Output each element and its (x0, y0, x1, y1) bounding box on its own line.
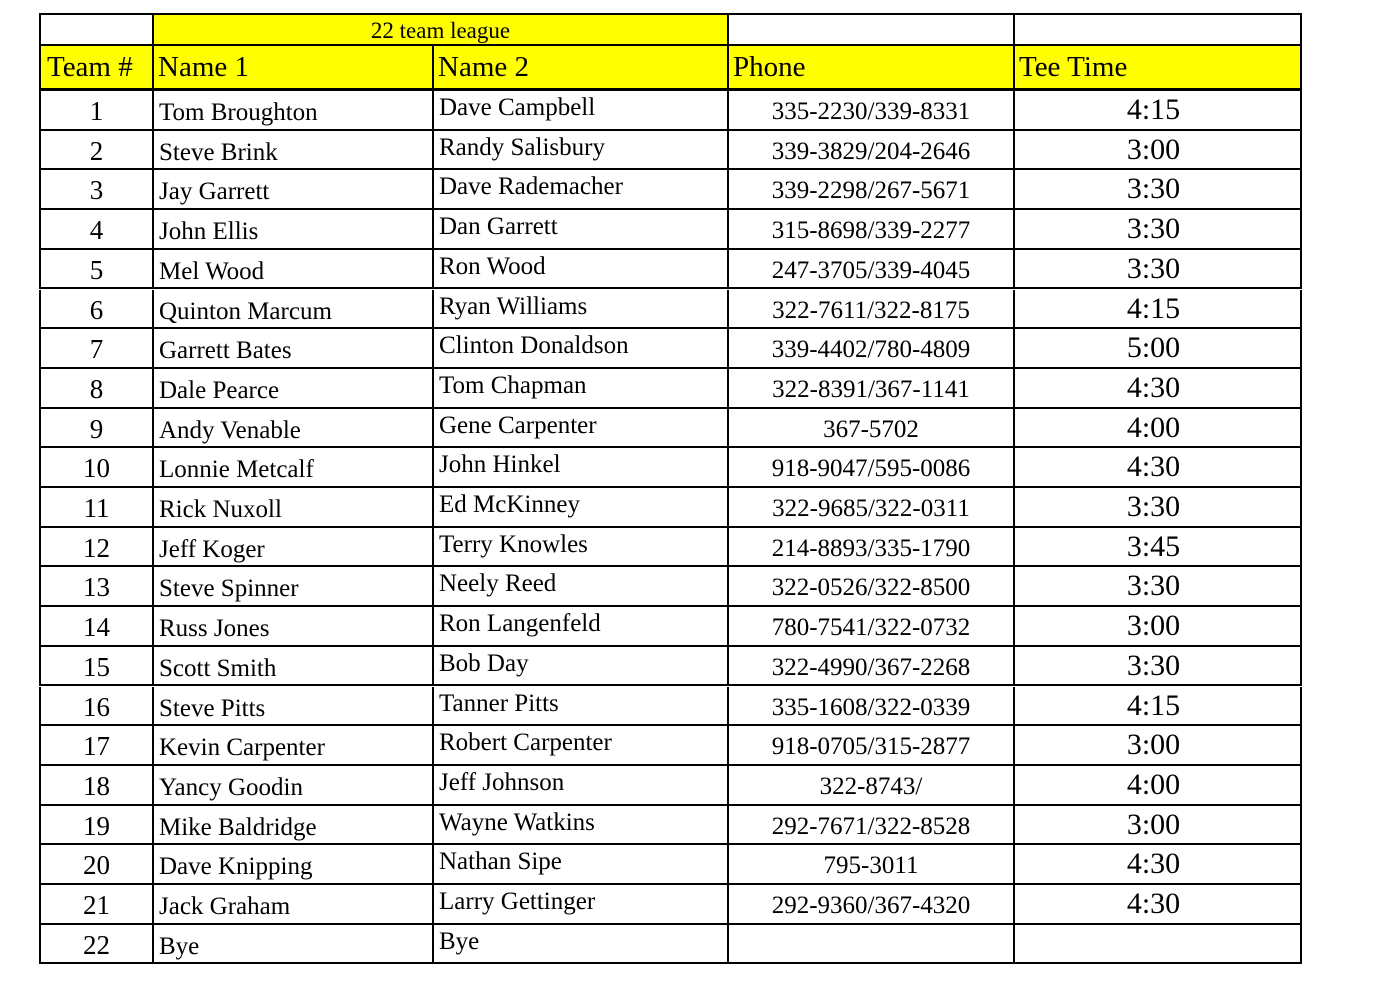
name-1-cell[interactable]: Jeff Koger (154, 528, 434, 568)
league-spreadsheet (39, 13, 1302, 964)
tee-time-cell[interactable]: 4:15 (1015, 290, 1302, 330)
team-number-cell[interactable]: 15 (39, 647, 154, 687)
name-1-cell[interactable]: Tom Broughton (154, 91, 434, 131)
name-2-cell[interactable]: Tom Chapman (434, 369, 729, 409)
table-row (39, 528, 1302, 568)
name-2-cell[interactable]: John Hinkel (434, 448, 729, 488)
team-number-cell[interactable]: 3 (39, 170, 154, 210)
league-title[interactable]: 22 team league (154, 13, 729, 46)
name-2-cell[interactable]: Dan Garrett (434, 210, 729, 250)
header-name-2[interactable]: Name 2 (434, 46, 729, 91)
team-number-cell[interactable]: 5 (39, 250, 154, 290)
name-1-cell[interactable]: Andy Venable (154, 409, 434, 449)
name-2-cell[interactable]: Randy Salisbury (434, 131, 729, 171)
table-row (39, 766, 1302, 806)
phone-cell[interactable]: 367-5702 (729, 409, 1015, 449)
tee-time-cell[interactable]: 4:30 (1015, 885, 1302, 925)
table-row (39, 687, 1302, 727)
title-blank-cell[interactable] (39, 13, 154, 46)
phone-cell[interactable] (729, 925, 1015, 965)
team-number-cell[interactable]: 16 (39, 687, 154, 727)
name-1-cell[interactable]: Dale Pearce (154, 369, 434, 409)
team-number-cell[interactable]: 8 (39, 369, 154, 409)
name-2-cell[interactable]: Ron Wood (434, 250, 729, 290)
header-phone[interactable]: Phone (729, 46, 1015, 91)
phone-cell[interactable]: 339-2298/267-5671 (729, 170, 1015, 210)
table-row (39, 647, 1302, 687)
name-2-cell[interactable]: Ed McKinney (434, 488, 729, 528)
team-number-cell[interactable]: 18 (39, 766, 154, 806)
table-row (39, 91, 1302, 131)
table-row (39, 567, 1302, 607)
phone-cell[interactable]: 322-9685/322-0311 (729, 488, 1015, 528)
name-1-cell[interactable]: Garrett Bates (154, 329, 434, 369)
name-1-cell[interactable]: Russ Jones (154, 607, 434, 647)
table-row (39, 806, 1302, 846)
phone-cell[interactable]: 214-8893/335-1790 (729, 528, 1015, 568)
table-row (39, 488, 1302, 528)
header-row (39, 46, 1302, 91)
name-2-cell[interactable]: Tanner Pitts (434, 687, 729, 727)
phone-cell[interactable]: 795-3011 (729, 845, 1015, 885)
team-number-cell[interactable]: 6 (39, 290, 154, 330)
tee-time-cell[interactable]: 4:30 (1015, 845, 1302, 885)
phone-cell[interactable]: 292-9360/367-4320 (729, 885, 1015, 925)
table-row (39, 885, 1302, 925)
name-2-cell[interactable]: Larry Gettinger (434, 885, 729, 925)
table-row (39, 290, 1302, 330)
name-1-cell[interactable]: Jay Garrett (154, 170, 434, 210)
name-2-cell[interactable]: Jeff Johnson (434, 766, 729, 806)
tee-time-cell[interactable]: 3:30 (1015, 567, 1302, 607)
phone-cell[interactable]: 335-1608/322-0339 (729, 687, 1015, 727)
name-2-cell[interactable]: Clinton Donaldson (434, 329, 729, 369)
header-tee-time[interactable]: Tee Time (1015, 46, 1302, 91)
name-1-cell[interactable]: Kevin Carpenter (154, 726, 434, 766)
tee-time-cell[interactable]: 3:30 (1015, 647, 1302, 687)
name-2-cell[interactable]: Dave Campbell (434, 91, 729, 131)
name-1-cell[interactable]: Yancy Goodin (154, 766, 434, 806)
team-number-cell[interactable]: 10 (39, 448, 154, 488)
team-number-cell[interactable]: 14 (39, 607, 154, 647)
table-row (39, 170, 1302, 210)
team-number-cell[interactable]: 12 (39, 528, 154, 568)
tee-time-cell[interactable]: 3:00 (1015, 131, 1302, 171)
table-row (39, 925, 1302, 965)
name-2-cell[interactable]: Nathan Sipe (434, 845, 729, 885)
tee-time-cell[interactable]: 4:15 (1015, 91, 1302, 131)
tee-time-cell[interactable]: 4:00 (1015, 409, 1302, 449)
name-1-cell[interactable]: Mike Baldridge (154, 806, 434, 846)
header-name-1[interactable]: Name 1 (154, 46, 434, 91)
team-number-cell[interactable]: 4 (39, 210, 154, 250)
phone-cell[interactable]: 918-0705/315-2877 (729, 726, 1015, 766)
name-1-cell[interactable]: Mel Wood (154, 250, 434, 290)
name-1-cell[interactable]: Bye (154, 925, 434, 965)
name-1-cell[interactable]: Steve Brink (154, 131, 434, 171)
name-1-cell[interactable]: Quinton Marcum (154, 290, 434, 330)
phone-cell[interactable]: 292-7671/322-8528 (729, 806, 1015, 846)
tee-time-cell[interactable]: 3:30 (1015, 488, 1302, 528)
tee-time-cell[interactable]: 3:00 (1015, 607, 1302, 647)
team-number-cell[interactable]: 20 (39, 845, 154, 885)
name-2-cell[interactable]: Neely Reed (434, 567, 729, 607)
name-1-cell[interactable]: John Ellis (154, 210, 434, 250)
name-2-cell[interactable]: Ryan Williams (434, 290, 729, 330)
table-row (39, 369, 1302, 409)
phone-cell[interactable]: 780-7541/322-0732 (729, 607, 1015, 647)
tee-time-cell[interactable]: 3:30 (1015, 250, 1302, 290)
team-number-cell[interactable]: 2 (39, 131, 154, 171)
name-2-cell[interactable]: Dave Rademacher (434, 170, 729, 210)
title-row (39, 13, 1302, 46)
name-2-cell[interactable]: Bye (434, 925, 729, 965)
team-number-cell[interactable]: 17 (39, 726, 154, 766)
tee-time-cell[interactable]: 3:30 (1015, 170, 1302, 210)
name-1-cell[interactable]: Scott Smith (154, 647, 434, 687)
team-number-cell[interactable]: 19 (39, 806, 154, 846)
header-team-number[interactable]: Team # (39, 46, 154, 91)
table-row (39, 607, 1302, 647)
name-1-cell[interactable]: Dave Knipping (154, 845, 434, 885)
tee-time-cell[interactable]: 4:15 (1015, 687, 1302, 727)
name-2-cell[interactable]: Robert Carpenter (434, 726, 729, 766)
phone-cell[interactable]: 322-0526/322-8500 (729, 567, 1015, 607)
phone-cell[interactable]: 339-3829/204-2646 (729, 131, 1015, 171)
table-row (39, 845, 1302, 885)
table-row (39, 210, 1302, 250)
phone-cell[interactable]: 322-8743/ (729, 766, 1015, 806)
phone-cell[interactable]: 322-4990/367-2268 (729, 647, 1015, 687)
team-number-cell[interactable]: 13 (39, 567, 154, 607)
tee-time-cell[interactable]: 3:00 (1015, 806, 1302, 846)
table-row (39, 250, 1302, 290)
name-2-cell[interactable]: Terry Knowles (434, 528, 729, 568)
table-row (39, 329, 1302, 369)
tee-time-cell[interactable]: 3:30 (1015, 210, 1302, 250)
name-1-cell[interactable]: Rick Nuxoll (154, 488, 434, 528)
phone-cell[interactable]: 247-3705/339-4045 (729, 250, 1015, 290)
title-blank-cell[interactable] (1015, 13, 1302, 46)
name-1-cell[interactable]: Steve Spinner (154, 567, 434, 607)
table-row (39, 726, 1302, 766)
tee-time-cell[interactable] (1015, 925, 1302, 965)
table-row (39, 409, 1302, 449)
name-2-cell[interactable]: Ron Langenfeld (434, 607, 729, 647)
table-row (39, 131, 1302, 171)
phone-cell[interactable]: 339-4402/780-4809 (729, 329, 1015, 369)
tee-time-cell[interactable]: 4:30 (1015, 448, 1302, 488)
name-1-cell[interactable]: Jack Graham (154, 885, 434, 925)
table-row (39, 448, 1302, 488)
team-number-cell[interactable]: 1 (39, 91, 154, 131)
tee-time-cell[interactable]: 4:30 (1015, 369, 1302, 409)
phone-cell[interactable]: 335-2230/339-8331 (729, 91, 1015, 131)
team-number-cell[interactable]: 22 (39, 925, 154, 965)
team-number-cell[interactable]: 21 (39, 885, 154, 925)
title-blank-cell[interactable] (729, 13, 1015, 46)
name-1-cell[interactable]: Lonnie Metcalf (154, 448, 434, 488)
name-2-cell[interactable]: Bob Day (434, 647, 729, 687)
tee-time-cell[interactable]: 4:00 (1015, 766, 1302, 806)
tee-time-cell[interactable]: 3:00 (1015, 726, 1302, 766)
phone-cell[interactable]: 322-8391/367-1141 (729, 369, 1015, 409)
name-2-cell[interactable]: Gene Carpenter (434, 409, 729, 449)
phone-cell[interactable]: 315-8698/339-2277 (729, 210, 1015, 250)
phone-cell[interactable]: 918-9047/595-0086 (729, 448, 1015, 488)
team-number-cell[interactable]: 11 (39, 488, 154, 528)
tee-time-cell[interactable]: 5:00 (1015, 329, 1302, 369)
name-2-cell[interactable]: Wayne Watkins (434, 806, 729, 846)
team-number-cell[interactable]: 7 (39, 329, 154, 369)
tee-time-cell[interactable]: 3:45 (1015, 528, 1302, 568)
phone-cell[interactable]: 322-7611/322-8175 (729, 290, 1015, 330)
team-number-cell[interactable]: 9 (39, 409, 154, 449)
name-1-cell[interactable]: Steve Pitts (154, 687, 434, 727)
